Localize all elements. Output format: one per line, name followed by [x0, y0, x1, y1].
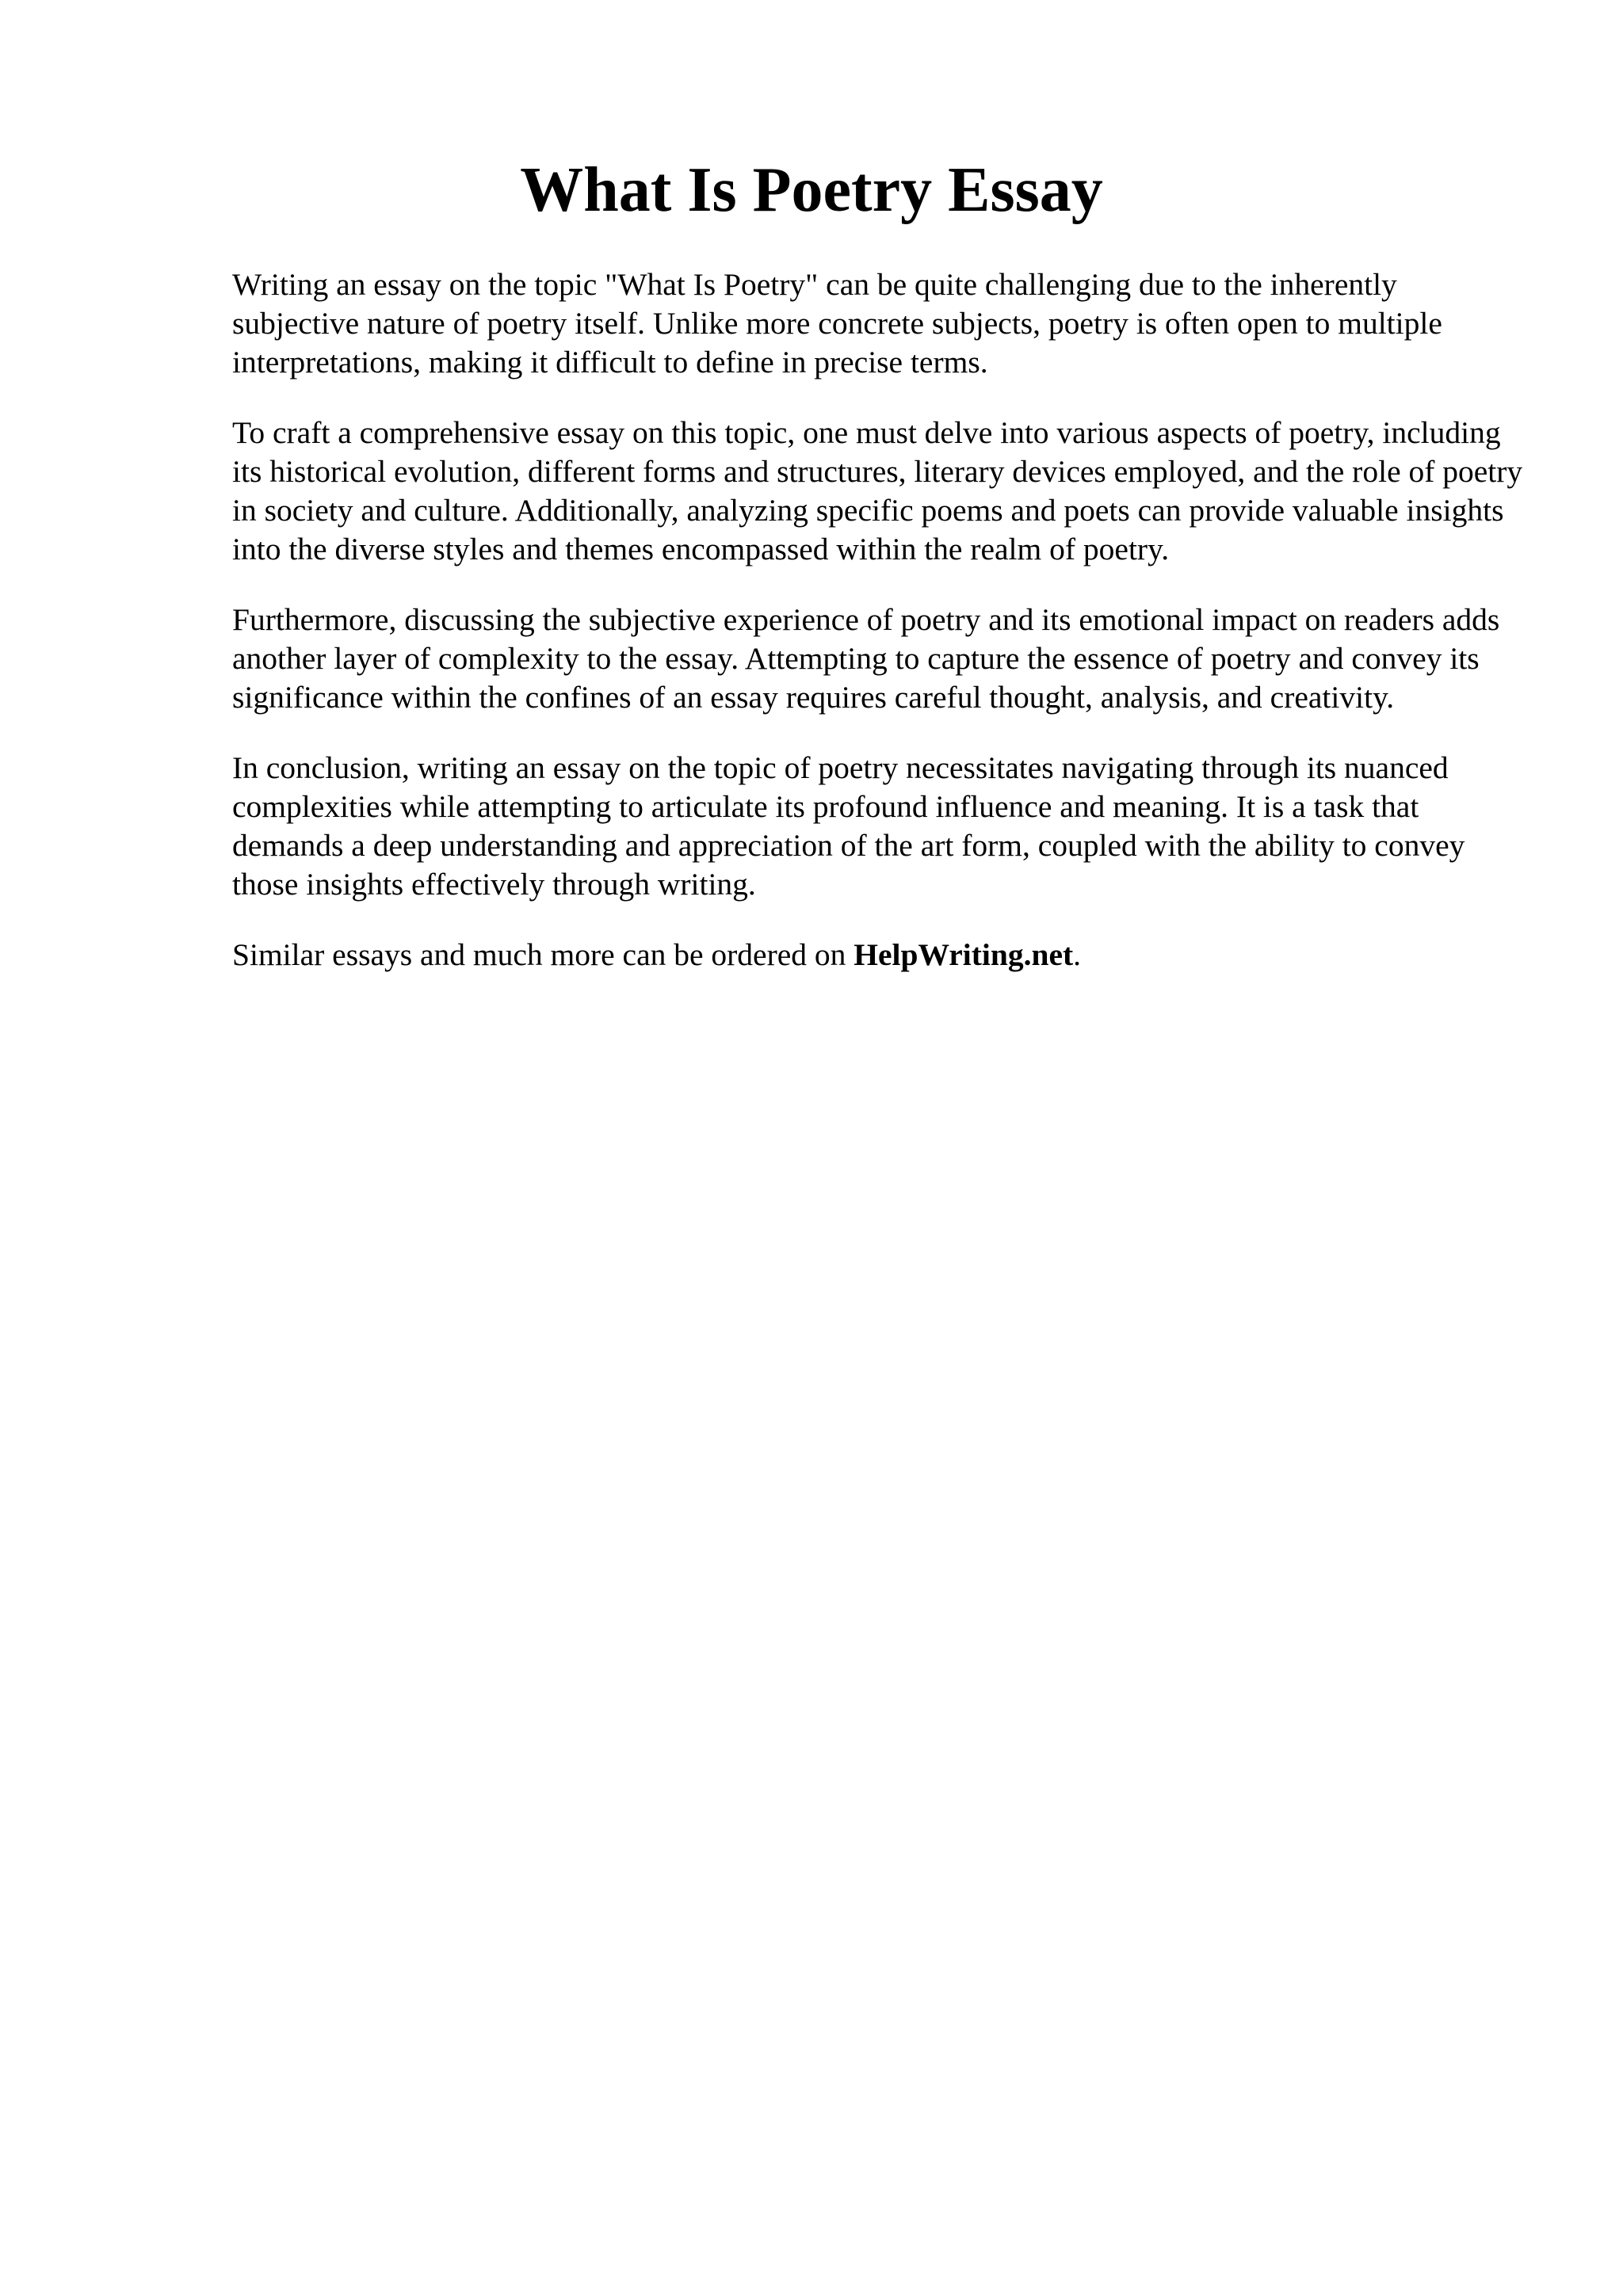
- closing-period: .: [1073, 937, 1082, 972]
- paragraph-1: Writing an essay on the topic "What Is Poetry" can be quite challenging due to the inherently subjective nature of poetry itself. Unlike more concrete subjects, poetry is often open to multiple interpretations, making it difficult to define in precise terms.: [232, 267, 1442, 379]
- paragraph-2: To craft a comprehensive essay on this topic, one must delve into various aspects of poetry, including its historical evolution, different forms and structures, literary devices employed, and the role of poetry in society and culture. Additionally, analyzing specific poems and poets can provide valuable insights into the diverse styles and themes encompassed within the realm of poetry.: [232, 415, 1523, 566]
- brand-name: HelpWriting.net: [854, 937, 1074, 972]
- paragraph-3: Furthermore, discussing the subjective experience of poetry and its emotional impact on readers adds another layer of complexity to the essay. Attempting to capture the essence of poetry and convey its significance within the confines of an essay requires careful thought, analysis, and creativity.: [232, 602, 1500, 715]
- closing-text: Similar essays and much more can be ordered on: [232, 937, 854, 972]
- paragraph-4: In conclusion, writing an essay on the topic of poetry necessitates navigating through its nuanced complexities while attempting to articulate its profound influence and meaning. It is a task that demands a deep understanding and appreciation of the art form, coupled with the ability to convey those insights effectively through writing.: [232, 750, 1465, 902]
- essay-body: [232, 265, 1524, 1006]
- closing-line: [232, 936, 1524, 974]
- page-title: What Is Poetry Essay: [520, 155, 1103, 225]
